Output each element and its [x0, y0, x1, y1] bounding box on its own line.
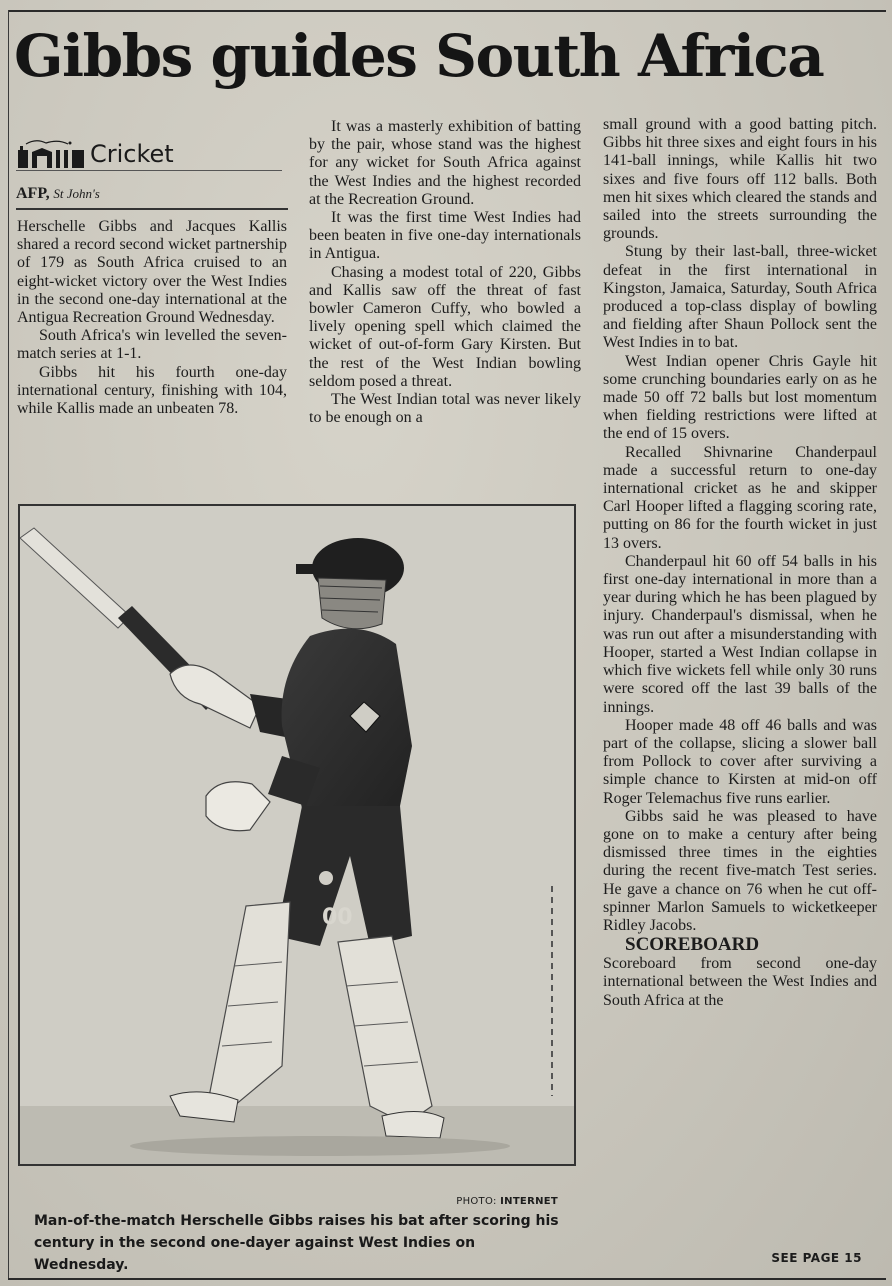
- paragraph: West Indian opener Chris Gayle hit some crunching boundaries early on as he made 50 off 72 balls but lost momentum when fielding restrictions were lifted at the end of 15 overs.: [603, 352, 877, 443]
- paragraph: Herschelle Gibbs and Jacques Kallis shared a record second wicket partnership of 179 as South Africa cruised to an eight-wicket victory over the West Indies in the second one-day international at the Antigua Recreation Ground Wednesday.: [17, 218, 287, 327]
- section-label: Cricket: [90, 140, 174, 168]
- left-rule: [8, 10, 9, 1280]
- scoreboard-text: Scoreboard from second one-day international between the West Indies and South Africa at the: [603, 955, 877, 1009]
- photo-credit: [18, 1196, 558, 1207]
- top-rule: [8, 10, 886, 12]
- svg-text:00: 00: [322, 905, 353, 930]
- photo-credit-label: PHOTO:: [456, 1196, 497, 1207]
- paragraph: Recalled Shivnarine Chanderpaul made a successful return to one-day international cricket as he and skipper Carl Hooper lifted a flagging scoring rate, putting on 86 for the fourth wicket in just 13 overs.: [603, 443, 877, 552]
- see-page-link[interactable]: SEE PAGE 15: [771, 1251, 862, 1265]
- photo-credit-source: INTERNET: [500, 1196, 558, 1207]
- paragraph: small ground with a good batting pitch. Gibbs hit three sixes and eight fours in his 141-ball innings, while Kallis hit two sixes and five fours off 112 balls. Both men hit sixes which cleared the stands and sailed into the streets surrounding the grounds.: [603, 116, 877, 243]
- scoreboard-heading: SCOREBOARD: [625, 934, 760, 956]
- byline-agency: AFP,: [16, 185, 50, 202]
- batsman-illustration: [20, 506, 574, 1164]
- headline: Gibbs guides South Africa: [14, 22, 824, 90]
- paragraph: The West Indian total was never likely to be enough on a: [309, 391, 581, 427]
- paragraph: Stung by their last-ball, three-wicket defeat in the first international in Kingston, Jamaica, Saturday, South Africa produced a top-class display of bowling and fielding after Shaun Pollock sent the West Indies in to bat.: [603, 243, 877, 352]
- bottom-rule: [8, 1278, 886, 1280]
- paragraph: South Africa's win levelled the seven-match series at 1-1.: [17, 327, 287, 363]
- photo-caption: Man-of-the-match Herschelle Gibbs raises his bat after scoring his century in the second one-dayer against West Indies on Wednesday.: [34, 1213, 559, 1273]
- article-column-2: [309, 118, 581, 427]
- byline: [16, 184, 286, 204]
- byline-place: St John's: [53, 186, 100, 201]
- paragraph: Chanderpaul hit 60 off 54 balls in his first one-day international in more than a year during which he has been plagued by injury. Chanderpaul's dismissal, when he was run out after a misunderstanding with Hooper, started a West Indian collapse in which five wickets fell while only 30 runs were scored off the last 39 balls of the innings.: [603, 552, 877, 716]
- paragraph: Gibbs hit his fourth one-day international century, finishing with 104, while Kallis made an unbeaten 78.: [17, 363, 287, 418]
- article-column-1: [17, 218, 287, 418]
- paragraph: It was the first time West Indies had been beaten in five one-day internationals in Antigua.: [309, 209, 581, 263]
- article-column-3: [603, 116, 877, 1010]
- byline-rule: [16, 208, 288, 210]
- paragraph: Chasing a modest total of 220, Gibbs and Kallis saw off the threat of fast bowler Cameron Cuffy, who bowled a lively opening spell which claimed the wicket of out-of-form Gary Kirsten. But the rest of the West Indian bowling seldom posed a threat.: [309, 263, 581, 390]
- paragraph: Gibbs said he was pleased to have gone on to make a century after being dismissed three times in the eighties during the recent five-match Test series. He gave a chance on 76 when he cut off-spinner Marlon Samuels to wicketkeeper Ridley Jacobs.: [603, 807, 877, 934]
- paragraph: Hooper made 48 off 46 balls and was part of the collapse, slicing a slower ball from Pollock to cover after surviving a simple chance to Kirsten at mid-on off Roger Telemachus five runs earlier.: [603, 716, 877, 807]
- paragraph: It was a masterly exhibition of batting by the pair, whose stand was the highest for any wicket for South Africa against the West Indies and the highest recorded at the Recreation Ground.: [309, 118, 581, 208]
- section-rule: [16, 170, 282, 171]
- cricket-section-logo-icon: [16, 138, 86, 170]
- section-tag: [16, 136, 288, 176]
- news-photo: [18, 504, 576, 1166]
